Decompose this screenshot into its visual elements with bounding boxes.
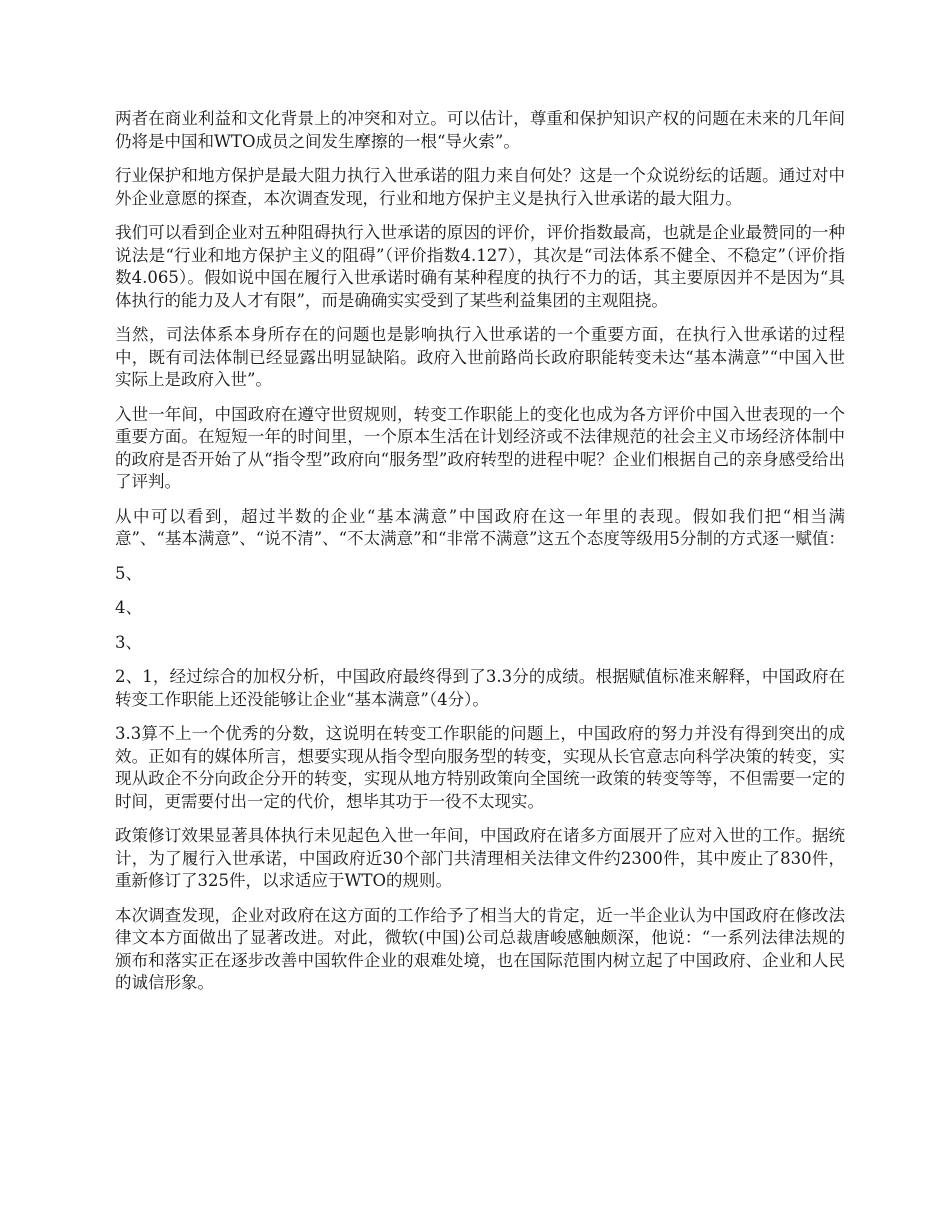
paragraph-obstacle-evaluation: 我们可以看到企业对五种阻碍执行入世承诺的原因的评价，评价指数最高，也就是企业最赞同的一种说法是“行业和地方保护主义的阻碍”（评价指数4.127），其次是“司法体系不健全、不稳定”（评价指数4.065）。假如说中国在履行入世承诺时确有某种程度的执行不力的话，其主要原因并不是因为“具体执行的能力及人才有限”，而是确确实实受到了某些利益集团的主观阻挠。	[115, 223, 845, 310]
paragraph-score-4: 4、	[115, 598, 142, 617]
paragraph-score-analysis: 3.3算不上一个优秀的分数，这说明在转变工作职能的问题上，中国政府的努力并没有得到突出的成效。正如有的媒体所言，想要实现从指令型向服务型的转变，实现从长官意志向科学决策的转变，实现从政企不分向政企分开的转变，实现从地方特别政策向全国统一政策的转变等等，不但需要一定的时间，更需要付出一定的代价，想毕其功于一役不太现实。	[115, 724, 845, 811]
paragraph-survey-findings: 本次调查发现，企业对政府在这方面的工作给予了相当大的肯定，近一半企业认为中国政府在修改法律文本方面做出了显著改进。对此，微软(中国)公司总裁唐峻感触颇深，他说：“一系列法律法规的颁布和落实正在逐步改善中国软件企业的艰难处境，也在国际范围内树立起了中国政府、企业和人民的诚信形象。	[115, 905, 845, 992]
paragraph-score-5: 5、	[115, 563, 142, 583]
paragraph-local-protection: 行业保护和地方保护是最大阻力执行入世承诺的阻力来自何处？这是一个众说纷纭的话题。通过对中外企业意愿的探查，本次调查发现，行业和地方保护主义是执行入世承诺的最大阻力。	[115, 166, 845, 208]
paragraph-ip-conflict: 两者在商业利益和文化背景上的冲突和对立。可以估计，尊重和保护知识产权的问题在未来的几年间仍将是中国和WTO成员之间发生摩擦的一根“导火索”。	[115, 109, 845, 151]
document-body	[115, 108, 845, 1007]
paragraph-judicial-system: 当然，司法体系本身所存在的问题也是影响执行入世承诺的一个重要方面，在执行入世承诺的过程中，既有司法体制已经显露出明显缺陷。政府入世前路尚长政府职能转变未达“基本满意”“中国入世实际上是政府入世”。	[115, 325, 845, 389]
paragraph-satisfaction-scale: 从中可以看到，超过半数的企业“基本满意”中国政府在这一年里的表现。假如我们把“相当满意”、“基本满意”、“说不清”、“不太满意”和“非常不满意”这五个态度等级用5分制的方式逐一赋值：	[115, 506, 845, 548]
paragraph-government-transition: 入世一年间，中国政府在遵守世贸规则，转变工作职能上的变化也成为各方评价中国入世表现的一个重要方面。在短短一年的时间里，一个原本生活在计划经济或不法律规范的社会主义市场经济体制中的政府是否开始了从“指令型”政府向“服务型”政府转型的进程中呢？企业们根据自己的亲身感受给出了评判。	[115, 404, 845, 491]
paragraph-weighted-result: 2、1，经过综合的加权分析，中国政府最终得到了3.3分的成绩。根据赋值标准来解释，中国政府在转变工作职能上还没能够让企业“基本满意”（4分）。	[115, 667, 845, 709]
paragraph-policy-revision: 政策修订效果显著具体执行未见起色入世一年间，中国政府在诸多方面展开了应对入世的工作。据统计，为了履行入世承诺，中国政府近30个部门共清理相关法律文件约2300件，其中废止了830件，重新修订了325件，以求适应于WTO的规则。	[115, 826, 845, 890]
paragraph-score-3: 3、	[115, 632, 142, 652]
